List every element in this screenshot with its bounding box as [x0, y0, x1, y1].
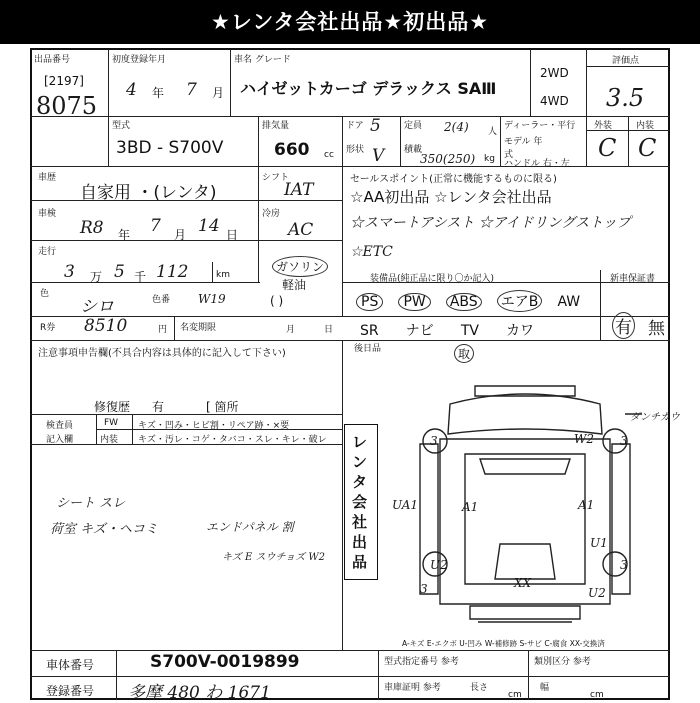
chassis-label: 車体番号: [46, 658, 95, 672]
diagram-mark-10: XX: [514, 576, 532, 590]
color-label: 色: [40, 289, 50, 299]
inspector-naiso: 内装: [100, 435, 119, 445]
handle-label: ハンドル 右・左: [504, 159, 570, 169]
body-shape-value: V: [372, 146, 385, 166]
color-code-value: W19: [198, 292, 226, 306]
capacity-value: 2(4): [444, 120, 469, 134]
load-value: 350(250): [420, 152, 476, 166]
width-unit: cm: [590, 690, 604, 700]
drive-4wd: 4WD: [540, 94, 569, 108]
lot-number: 8075: [36, 92, 98, 120]
hand-note-3: エンドパネル 割: [206, 520, 294, 534]
car-name-label: 車名 グレード: [234, 55, 291, 65]
type-designation-label: 型式指定番号 参考: [384, 657, 459, 667]
sales-point-line-3: ☆ETC: [350, 244, 393, 260]
repair-value: 有: [152, 400, 165, 414]
recycle-value: 8510: [84, 316, 128, 336]
fuel-gasoline: ガソリン: [272, 256, 328, 277]
ac-label: 冷房: [262, 209, 281, 219]
displacement-label: 排気量: [262, 121, 290, 131]
first-reg-month: 7: [186, 80, 197, 100]
diagram-mark-9: 3: [620, 558, 628, 572]
score-label: 評価点: [612, 56, 640, 66]
inspection-year-unit: 年: [118, 228, 131, 242]
repair-place: [ 箇所: [206, 400, 239, 414]
name-change-label: 名変期限: [180, 323, 217, 333]
equip-navi: ナビ: [405, 323, 434, 339]
diagram-tag: ダンチカウ: [630, 412, 680, 423]
inspection-era: R8: [80, 218, 104, 238]
fuel-other: ( ): [270, 294, 284, 308]
equip-pw: PW: [398, 293, 430, 311]
displacement-value: 660: [274, 140, 310, 160]
diagram-mark-7: U1: [590, 536, 608, 550]
history-value: 自家用 ・(レンタ): [80, 183, 217, 203]
mileage-rest: 112: [156, 262, 189, 282]
equipment-label: 装備品(純正品に限り〇か記入): [370, 274, 495, 284]
inspection-month: 7: [150, 216, 161, 236]
capacity-unit: 人: [488, 127, 498, 137]
name-change-day: 日: [324, 325, 334, 335]
year-unit: 年: [152, 86, 165, 100]
model-value: 3BD - S700V: [116, 138, 224, 158]
lot-code: [2197]: [44, 74, 84, 88]
inspector-label-1: 検査員: [46, 421, 74, 431]
sales-point-line-2: ☆スマートアシスト ☆アイドリングストップ: [350, 215, 631, 231]
equip-leather: カワ: [506, 323, 535, 339]
month-unit: 月: [212, 86, 225, 100]
equipment-row-1: [356, 290, 600, 312]
load-unit: kg: [484, 154, 495, 164]
load-label: 積載: [404, 145, 423, 155]
name-change-month: 月: [286, 325, 296, 335]
mileage-sen: 5: [114, 262, 125, 282]
first-reg-year: 4: [126, 80, 137, 100]
equip-tv: TV: [460, 323, 479, 339]
warranty-no: 無: [648, 319, 665, 339]
color-code-label: 色番: [152, 295, 171, 305]
class-label: 類別区分 参考: [534, 657, 591, 667]
hand-note-2: 荷室 キズ・ヘコミ: [50, 522, 158, 537]
width-label: 幅: [540, 683, 550, 693]
diagram-legend: A-キズ E-エクボ U-凹み W-補修跡 S-サビ C-腐食 XX-交換済: [402, 639, 605, 648]
diagram-mark-2: W2: [574, 432, 594, 446]
plate-value: 多摩 480 わ 1671: [128, 683, 271, 703]
rental-vertical: レンタ会社出品: [352, 433, 368, 571]
notes-label: 注意事項申告欄(不具合内容は具体的に記入して下さい): [38, 348, 286, 359]
warranty-yes: 有: [612, 312, 635, 339]
equipment-row-2: [360, 320, 600, 340]
diagram-mark-1: 3: [430, 434, 438, 448]
equip-abs: ABS: [446, 293, 482, 311]
dealer-label: ディーラー・平行: [504, 121, 576, 131]
recycle-unit: 円: [158, 325, 168, 335]
inspection-day-unit: 日: [226, 228, 239, 242]
post-date-value: 取: [454, 344, 474, 363]
inspection-label: 車検: [38, 209, 57, 219]
capacity-label: 定員: [404, 121, 423, 131]
model-year-label: モデル 年式: [504, 137, 543, 160]
mileage-man: 3: [64, 262, 75, 282]
car-name: ハイゼットカーゴ デラックス SAⅢ: [240, 79, 497, 98]
color-value: シロ: [80, 297, 114, 317]
inspector-fw-text: キズ・凹み・ヒビ割・リペア跡・×要: [138, 421, 290, 431]
model-label: 型式: [112, 121, 131, 131]
shift-value: IAT: [284, 180, 314, 200]
sales-point-label: セールスポイント(正常に機能するものに限る): [350, 174, 557, 185]
repair-label: 修復歴: [94, 400, 131, 414]
fuel-diesel: 軽油: [282, 278, 307, 292]
diagram-mark-11: 3: [420, 582, 428, 596]
diagram-mark-3: 3: [620, 434, 628, 448]
equip-sr: SR: [360, 323, 379, 339]
inspection-month-unit: 月: [174, 228, 187, 242]
interior-label: 内装: [636, 121, 655, 131]
exterior-label: 外装: [594, 121, 613, 131]
diagram-mark-5: A1: [462, 500, 479, 514]
mileage-unit: km: [216, 270, 230, 280]
diagram-mark-6: A1: [578, 498, 595, 512]
auction-banner: ★レンタ会社出品★初出品★: [0, 0, 700, 44]
chassis-value: S700V-0019899: [150, 652, 300, 672]
length-label: 長さ: [470, 683, 489, 693]
inspector-label-2: 記入欄: [46, 435, 74, 445]
length-unit: cm: [508, 690, 522, 700]
interior-value: C: [638, 134, 657, 162]
inspector-fw: FW: [104, 418, 119, 428]
score-value: 3.5: [606, 84, 645, 112]
mileage-sen-unit: 千: [134, 270, 147, 284]
hand-note-1: シート スレ: [56, 496, 126, 511]
sales-point-line-1: ☆AA初出品 ☆レンタ会社出品: [350, 188, 552, 206]
lot-label: 出品番号: [34, 55, 71, 65]
warranty-label: 新車保証書: [610, 274, 656, 284]
body-shape-label: 形状: [346, 145, 365, 155]
plate-label: 登録番号: [46, 684, 95, 698]
history-label: 車歴: [38, 173, 57, 183]
mileage-man-unit: 万: [90, 270, 103, 284]
inspector-naiso-text: キズ・汚レ・コゲ・タバコ・スレ・キレ・破レ: [138, 435, 327, 445]
doors-value: 5: [370, 116, 381, 136]
diagram-mark-4: UA1: [392, 498, 419, 512]
ac-value: AC: [288, 220, 314, 240]
drive-2wd: 2WD: [540, 66, 569, 80]
diagram-mark-8: U2: [430, 558, 448, 572]
inspection-day: 14: [198, 216, 220, 236]
equip-airbag: エアB: [497, 290, 543, 312]
hand-note-4: キズ E スウチョズ W2: [222, 552, 325, 563]
equip-ps: PS: [356, 293, 383, 311]
diagram-mark-12: U2: [588, 586, 606, 600]
equip-aw: AW: [557, 294, 581, 310]
recycle-label: R券: [40, 323, 56, 333]
shift-label: シフト: [262, 173, 290, 183]
cc-unit: cc: [324, 150, 334, 160]
garage-cert-label: 車庫証明 参考: [384, 683, 441, 693]
first-reg-label: 初度登録年月: [112, 55, 167, 65]
post-date-label: 後日品: [354, 344, 382, 354]
exterior-value: C: [598, 134, 617, 162]
vehicle-damage-diagram: [380, 344, 670, 644]
mileage-label: 走行: [38, 247, 57, 257]
doors-label: ドア: [346, 121, 364, 131]
